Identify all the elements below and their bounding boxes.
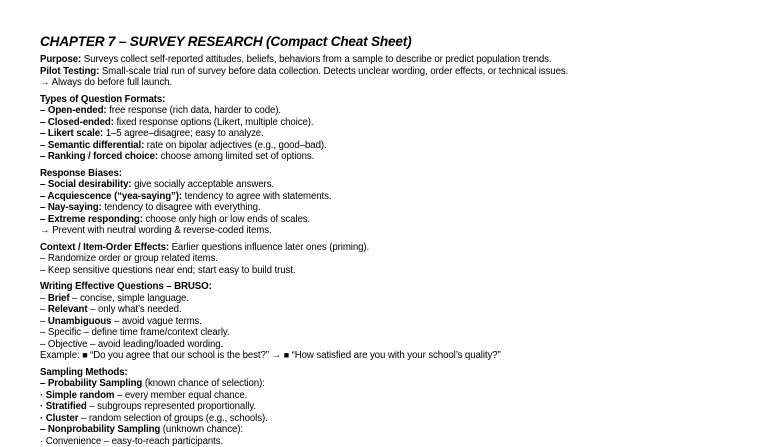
list-item [40, 316, 770, 328]
list-item [40, 304, 770, 316]
item-prefix: – [40, 316, 48, 327]
item-label: – Semantic differential: [40, 140, 144, 151]
item-text: tendency to disagree with everything. [102, 202, 261, 213]
list-item [40, 191, 770, 203]
intro-section [40, 54, 770, 89]
biases-heading: Response Biases: [40, 168, 122, 179]
item-text: tendency to agree with statements. [182, 191, 331, 202]
list-item [40, 105, 770, 117]
list-item [40, 339, 770, 351]
item-text: rate on bipolar adjectives (e.g., good–bad). [144, 140, 326, 151]
item-text: – avoid vague terms. [111, 316, 202, 327]
item-text: free response (rich data, harder to code). [107, 105, 281, 116]
biases-note: → Prevent with neutral wording & reverse-coded items. [40, 225, 770, 237]
list-item [40, 327, 770, 339]
list-item [40, 378, 770, 390]
context-text: Earlier questions influence later ones (priming). [169, 242, 369, 253]
item-label: Objective [48, 339, 87, 350]
item-label: – Acquiescence (“yea-saying”): [40, 191, 182, 202]
item-label: – Ranking / forced choice: [40, 151, 158, 162]
item-label: Relevant [48, 304, 88, 315]
item-prefix: – [40, 293, 48, 304]
list-item [40, 413, 770, 425]
purpose-text: Surveys collect self-reported attitudes, beliefs, behaviors from a sample to describe or predict population trends. [81, 54, 551, 65]
item-prefix: – [40, 304, 48, 315]
example-label: Example: [40, 350, 82, 361]
item-label: – Social desirability: [40, 179, 131, 190]
item-text: (unknown chance): [160, 424, 243, 435]
item-text: – concise, simple language. [69, 293, 188, 304]
item-label: Brief [48, 293, 70, 304]
list-item [40, 202, 770, 214]
item-text: choose among limited set of options. [158, 151, 314, 162]
item-prefix: – [40, 339, 48, 350]
list-item [40, 179, 770, 191]
formats-section [40, 94, 770, 163]
list-item [40, 390, 770, 402]
list-item [40, 128, 770, 140]
square-bullet-icon: ■ [82, 350, 87, 360]
context-section [40, 242, 770, 277]
formats-heading: Types of Question Formats: [40, 94, 165, 105]
example-good: “How satisfied are you with your school’s quality?” [289, 350, 501, 361]
pilot-text: Small-scale trial run of survey before data collection. Detects unclear wording, order effects, or technical issues. [99, 66, 568, 77]
purpose-label: Purpose: [40, 54, 81, 65]
cheat-sheet-content [40, 54, 770, 447]
list-item-cutoff: · Convenience – easy-to-reach participants. [40, 436, 770, 447]
list-item [40, 401, 770, 413]
pilot-label: Pilot Testing: [40, 66, 99, 77]
item-text: 1–5 agree–disagree; easy to analyze. [103, 128, 264, 139]
item-text: (known chance of selection): [142, 378, 265, 389]
page-title: CHAPTER 7 – SURVEY RESEARCH (Compact Cheat Sheet) [40, 34, 411, 49]
example-bad: “Do you agree that our school is the best?” → [88, 350, 284, 361]
bruso-heading: Writing Effective Questions – BRUSO: [40, 281, 212, 292]
item-text: fixed response options (Likert, multiple choice). [114, 117, 314, 128]
pilot-note: → Always do before full launch. [40, 77, 770, 89]
list-item: – Keep sensitive questions near end; start easy to build trust. [40, 265, 770, 277]
item-text: – define time frame/context clearly. [81, 327, 230, 338]
item-text: – subgroups represented proportionally. [87, 401, 256, 412]
list-item [40, 214, 770, 226]
item-label: · Cluster [40, 413, 78, 424]
item-label: – Closed-ended: [40, 117, 114, 128]
item-label: – Likert scale: [40, 128, 103, 139]
purpose-line [40, 54, 770, 66]
sampling-heading: Sampling Methods: [40, 367, 128, 378]
square-bullet-icon: ■ [284, 350, 289, 360]
sampling-section [40, 367, 770, 447]
item-label: – Nonprobability Sampling [40, 424, 160, 435]
pilot-line [40, 66, 770, 78]
item-label: Specific [48, 327, 81, 338]
item-label: – Nay-saying: [40, 202, 102, 213]
list-item [40, 293, 770, 305]
list-item: – Randomize order or group related items. [40, 253, 770, 265]
item-label: Unambiguous [48, 316, 111, 327]
list-item [40, 424, 770, 436]
item-label: – Open-ended: [40, 105, 107, 116]
list-item [40, 151, 770, 163]
item-text: – only what’s needed. [87, 304, 181, 315]
item-text: – every member equal chance. [114, 390, 247, 401]
list-item [40, 117, 770, 129]
item-label: · Simple random [40, 390, 114, 401]
item-text: give socially acceptable answers. [131, 179, 274, 190]
item-text: choose only high or low ends of scales. [143, 214, 310, 225]
item-label: – Probability Sampling [40, 378, 142, 389]
item-text: – avoid leading/loaded wording. [87, 339, 223, 350]
item-prefix: – [40, 327, 48, 338]
item-text: – random selection of groups (e.g., schools). [78, 413, 267, 424]
biases-section [40, 168, 770, 237]
list-item [40, 140, 770, 152]
context-label: Context / Item-Order Effects: [40, 242, 169, 253]
item-label: – Extreme responding: [40, 214, 143, 225]
item-label: · Stratified [40, 401, 87, 412]
bruso-section [40, 281, 770, 362]
context-line [40, 242, 770, 254]
example-line [40, 350, 770, 362]
